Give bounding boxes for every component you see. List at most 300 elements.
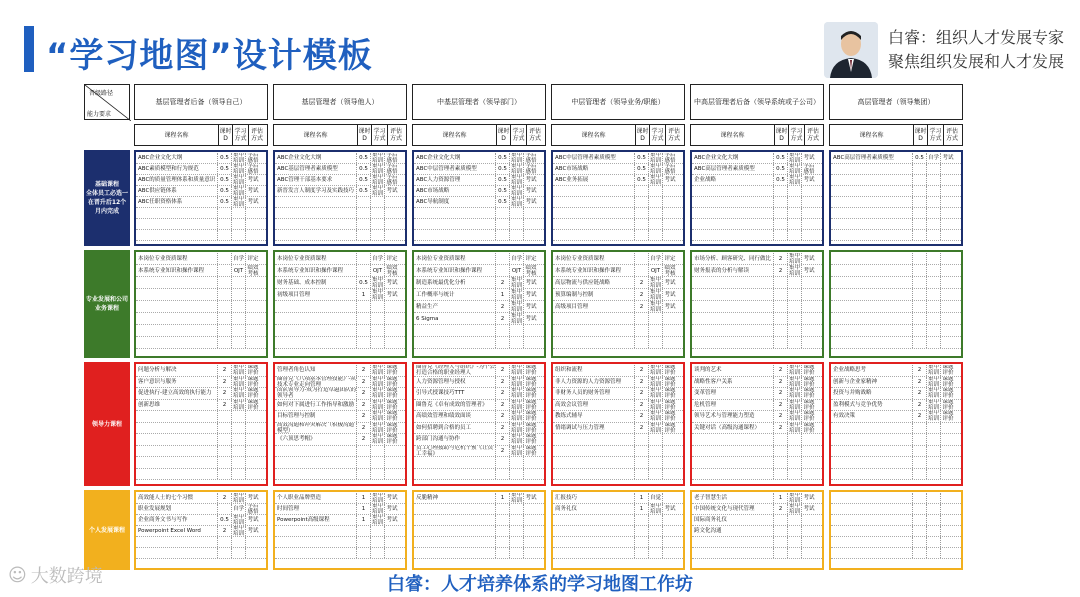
- evaluation-mode: [663, 446, 677, 457]
- table-row: [553, 197, 683, 208]
- evaluation-mode: 考试: [247, 495, 259, 501]
- table-row: [553, 265, 683, 277]
- table-row: [692, 175, 822, 186]
- table-row: [692, 411, 822, 423]
- course-hours: [913, 434, 927, 445]
- table-row: [414, 504, 544, 515]
- learning-mode: 集中培训: [788, 388, 800, 399]
- learning-mode: [649, 186, 663, 196]
- watermark: [8, 562, 103, 588]
- watermark-text: 大数跨境: [30, 566, 103, 587]
- table-row: [553, 469, 683, 481]
- learning-mode: [510, 337, 524, 348]
- course-name: [136, 548, 218, 558]
- evaluation-mode: [385, 446, 399, 457]
- course-name: 企业战略: [692, 175, 774, 185]
- course-name: [136, 457, 218, 468]
- evaluation-mode: [941, 313, 955, 324]
- evaluation-mode: [524, 337, 538, 348]
- course-name: [275, 208, 357, 218]
- evaluation-mode: 考试: [247, 188, 259, 194]
- course-name: [692, 208, 774, 218]
- learning-mode: [788, 526, 802, 536]
- table-row: [692, 230, 822, 241]
- course-name: 高效沟通和冲突解决（积极沟通模型）: [275, 423, 357, 434]
- learning-mode: 集中培训: [232, 399, 244, 410]
- course-column-1: [134, 250, 268, 358]
- learning-mode: [371, 446, 385, 457]
- table-row: [831, 388, 961, 400]
- table-row: [553, 377, 683, 389]
- course-name: [553, 313, 635, 324]
- learning-mode: [927, 446, 941, 457]
- course-hours: [218, 230, 232, 240]
- learning-mode: [927, 469, 941, 480]
- evaluation-mode: [941, 253, 955, 264]
- course-name: 危机管理: [692, 400, 774, 411]
- course-name: [692, 277, 774, 288]
- evaluation-mode: [524, 457, 538, 468]
- evaluation-mode: [941, 289, 955, 300]
- learning-mode: 集中培训: [371, 289, 383, 300]
- learning-mode: 集中培训: [788, 411, 800, 422]
- table-row: [553, 277, 683, 289]
- table-row: [831, 457, 961, 469]
- course-hours: [357, 219, 371, 229]
- course-name: [414, 469, 496, 480]
- table-row: [831, 446, 961, 458]
- table-row: [831, 175, 961, 186]
- learning-mode: 集中培训: [788, 164, 800, 174]
- evaluation-mode: 课题评价: [386, 388, 398, 399]
- evaluation-mode: 课题评价: [525, 434, 537, 445]
- course-hours: 2: [635, 388, 649, 399]
- section-label: 个人发展课程: [84, 490, 130, 570]
- learning-mode: [927, 253, 941, 264]
- course-name: [692, 537, 774, 547]
- table-row: [136, 493, 266, 504]
- subheader-name: 课程名称: [413, 125, 497, 145]
- table-row: [414, 493, 544, 504]
- table-row: [136, 423, 266, 435]
- course-name: [136, 446, 218, 457]
- table-row: [692, 313, 822, 325]
- evaluation-mode: [663, 337, 677, 348]
- evaluation-mode: 课题评价: [386, 411, 398, 422]
- course-name: ABC基层管理者素质模型: [275, 164, 357, 174]
- table-row: [831, 164, 961, 175]
- course-name: ABC企业文化大纲: [692, 153, 774, 163]
- course-name: 战略性客户关系: [692, 377, 774, 388]
- table-row: [275, 253, 405, 265]
- evaluation-mode: [663, 515, 677, 525]
- learning-mode: 集中培训: [510, 434, 522, 445]
- course-hours: 2: [496, 446, 510, 457]
- learning-mode: 集中培训: [232, 164, 244, 174]
- learning-mode: [649, 446, 663, 457]
- course-hours: [913, 548, 927, 558]
- evaluation-mode: 学后感悟: [386, 175, 398, 185]
- course-hours: 2: [357, 365, 371, 376]
- evaluation-mode: 评定: [664, 255, 676, 262]
- table-row: [414, 548, 544, 559]
- table-row: [553, 313, 683, 325]
- course-hours: 2: [218, 493, 232, 503]
- table-row: [136, 515, 266, 526]
- subheader-name: 课程名称: [135, 125, 219, 145]
- evaluation-mode: 考试: [525, 177, 537, 183]
- evaluation-mode: [663, 537, 677, 547]
- table-row: [275, 197, 405, 208]
- course-hours: 2: [496, 365, 510, 376]
- course-name: [831, 515, 913, 525]
- course-name: 管理者角色认知: [275, 365, 357, 376]
- evaluation-mode: [385, 313, 399, 324]
- learning-mode: [927, 434, 941, 445]
- column-subheader-3: [412, 124, 546, 146]
- course-hours: [913, 526, 927, 536]
- evaluation-mode: [802, 337, 816, 348]
- course-name: [692, 230, 774, 240]
- learning-mode: [788, 289, 802, 300]
- table-row: [414, 423, 544, 435]
- course-name: [831, 537, 913, 547]
- course-column-2: [273, 150, 407, 246]
- course-name: [831, 164, 913, 174]
- course-name: [831, 469, 913, 480]
- course-name: [692, 446, 774, 457]
- learning-mode: 自学: [649, 253, 663, 264]
- evaluation-mode: 考试: [664, 506, 676, 512]
- table-row: [275, 423, 405, 435]
- evaluation-mode: [941, 526, 955, 536]
- evaluation-mode: [802, 325, 816, 336]
- learning-mode: [788, 337, 802, 348]
- learning-mode: [232, 313, 246, 324]
- course-hours: [496, 219, 510, 229]
- table-row: [414, 537, 544, 548]
- evaluation-mode: [802, 548, 816, 558]
- learning-mode: [649, 313, 663, 324]
- evaluation-mode: 考试: [525, 188, 537, 194]
- course-name: [692, 219, 774, 229]
- course-name: 非财务人员的财务管理: [553, 388, 635, 399]
- evaluation-mode: 绩效考核: [386, 265, 398, 276]
- course-hours: [496, 230, 510, 240]
- course-name: [831, 175, 913, 185]
- table-row: [553, 289, 683, 301]
- course-hours: 1: [357, 289, 371, 300]
- evaluation-mode: [941, 446, 955, 457]
- course-hours: [774, 289, 788, 300]
- course-name: [414, 537, 496, 547]
- course-hours: 2: [496, 411, 510, 422]
- table-row: [414, 434, 544, 446]
- learning-mode: [232, 289, 246, 300]
- course-hours: [635, 325, 649, 336]
- course-name: 员工心理援助与危机干预《让员工幸福》: [414, 446, 496, 457]
- evaluation-mode: 课题评价: [664, 376, 676, 387]
- evaluation-mode: [663, 526, 677, 536]
- learning-mode: [232, 423, 246, 434]
- evaluation-mode: [941, 219, 955, 229]
- course-hours: [913, 265, 927, 276]
- course-name: [275, 337, 357, 348]
- course-hours: [218, 289, 232, 300]
- corner-bottom-label: 能力要求: [87, 111, 112, 118]
- learning-mode: 集中培训: [510, 493, 522, 503]
- course-name: 汇报技巧: [553, 493, 635, 503]
- evaluation-mode: [385, 219, 399, 229]
- course-column-4: [551, 150, 685, 246]
- learning-mode: 集中培训: [649, 422, 661, 433]
- learning-mode: OJT: [371, 265, 385, 276]
- course-name: 时间管理: [275, 504, 357, 514]
- course-hours: [357, 313, 371, 324]
- learning-mode: 集中培训: [510, 376, 522, 387]
- subheader-name: 课程名称: [552, 125, 636, 145]
- learning-mode: [927, 208, 941, 218]
- course-hours: [913, 504, 927, 514]
- course-hours: 1: [357, 504, 371, 514]
- learning-mode: [371, 230, 385, 240]
- evaluation-mode: [663, 434, 677, 445]
- learning-mode: 集中培训: [927, 411, 939, 422]
- learning-mode: [927, 277, 941, 288]
- course-hours: [218, 337, 232, 348]
- course-hours: [913, 423, 927, 434]
- course-column-3: [412, 250, 546, 358]
- table-row: [414, 457, 544, 469]
- learning-mode: 集中培训: [510, 422, 522, 433]
- course-name: [553, 186, 635, 196]
- course-name: 情绪调试与压力管理: [553, 423, 635, 434]
- course-column-2: [273, 250, 407, 358]
- course-hours: [218, 325, 232, 336]
- learning-mode: [510, 457, 524, 468]
- learning-mode: [232, 537, 246, 547]
- course-name: [831, 434, 913, 445]
- subheader-hours: 课时D: [358, 125, 372, 145]
- evaluation-mode: 学后感悟: [803, 164, 815, 174]
- course-name: [692, 313, 774, 324]
- table-row: [831, 153, 961, 164]
- table-row: [831, 289, 961, 301]
- table-row: [831, 230, 961, 241]
- evaluation-mode: 考试: [247, 517, 259, 523]
- evaluation-mode: [802, 537, 816, 547]
- table-row: [414, 175, 544, 186]
- table-row: [275, 219, 405, 230]
- course-hours: 0.5: [218, 515, 232, 525]
- table-row: [275, 313, 405, 325]
- course-name: [136, 277, 218, 288]
- course-hours: 2: [774, 400, 788, 411]
- table-row: [692, 377, 822, 389]
- evaluation-mode: [385, 469, 399, 480]
- table-row: [136, 469, 266, 481]
- evaluation-mode: [524, 526, 538, 536]
- course-hours: 2: [774, 265, 788, 276]
- evaluation-mode: [802, 446, 816, 457]
- learning-mode: [649, 526, 663, 536]
- course-name: [414, 504, 496, 514]
- course-hours: 2: [357, 411, 371, 422]
- course-name: ABC的质量管理体系和质量意识: [136, 175, 218, 185]
- course-name: ABC供应链体系: [136, 186, 218, 196]
- course-hours: 2: [635, 400, 649, 411]
- evaluation-mode: [246, 446, 260, 457]
- evaluation-mode: 课题评价: [525, 388, 537, 399]
- course-name: ABC企业文化大纲: [414, 153, 496, 163]
- evaluation-mode: [802, 434, 816, 445]
- evaluation-mode: 评定: [386, 255, 398, 262]
- evaluation-mode: [524, 504, 538, 514]
- course-hours: 2: [357, 377, 371, 388]
- course-hours: [774, 197, 788, 207]
- learning-mode: [788, 469, 802, 480]
- learning-mode: 集中培训: [510, 153, 522, 163]
- table-row: [692, 457, 822, 469]
- course-hours: [913, 164, 927, 174]
- subheader-hours: 课时D: [497, 125, 511, 145]
- table-row: [136, 434, 266, 446]
- course-name: [831, 277, 913, 288]
- course-hours: [635, 515, 649, 525]
- course-hours: [913, 230, 927, 240]
- course-name: [275, 537, 357, 547]
- evaluation-mode: [941, 175, 955, 185]
- learning-mode: [649, 548, 663, 558]
- section-label: 专业发展和公司业务课程: [84, 250, 130, 358]
- evaluation-mode: [246, 289, 260, 300]
- course-hours: 2: [218, 365, 232, 376]
- learning-mode: [788, 446, 802, 457]
- course-hours: [774, 219, 788, 229]
- evaluation-mode: 考试: [664, 177, 676, 183]
- evaluation-mode: 考试: [803, 495, 815, 501]
- course-name: [553, 526, 635, 536]
- learning-mode: [927, 230, 941, 240]
- table-row: [136, 526, 266, 537]
- course-hours: 2: [913, 400, 927, 411]
- course-hours: 2: [635, 423, 649, 434]
- course-name: [136, 289, 218, 300]
- evaluation-mode: 课题评价: [803, 376, 815, 387]
- course-name: 如何对下属进行工作指导和激励: [275, 400, 357, 411]
- evaluation-mode: 课题评价: [525, 365, 537, 376]
- evaluation-mode: 绩效考核: [247, 265, 259, 276]
- learning-mode: 集中培训: [649, 388, 661, 399]
- course-column-4: [551, 490, 685, 570]
- table-row: [692, 515, 822, 526]
- learning-mode: [927, 504, 941, 514]
- evaluation-mode: 考试: [525, 291, 537, 298]
- learning-mode: [232, 219, 246, 229]
- table-row: [275, 175, 405, 186]
- course-hours: 2: [496, 377, 510, 388]
- learning-mode: [510, 537, 524, 547]
- subheader-hours: 课时D: [914, 125, 928, 145]
- course-hours: [357, 265, 371, 276]
- table-row: [553, 434, 683, 446]
- course-name: [692, 325, 774, 336]
- table-row: [136, 325, 266, 337]
- table-row: [136, 411, 266, 423]
- subheader-hours: 课时D: [219, 125, 233, 145]
- course-hours: 1: [496, 493, 510, 503]
- course-hours: [635, 253, 649, 264]
- learning-mode: [927, 289, 941, 300]
- table-row: [275, 548, 405, 559]
- learning-mode: 集中培训: [649, 399, 661, 410]
- subheader-name: 课程名称: [691, 125, 775, 145]
- table-row: [831, 377, 961, 389]
- course-name: ABC市场战略: [553, 164, 635, 174]
- evaluation-mode: 考试: [942, 155, 954, 161]
- evaluation-mode: [385, 230, 399, 240]
- course-name: [275, 301, 357, 312]
- evaluation-mode: [941, 423, 955, 434]
- course-hours: 2: [357, 400, 371, 411]
- table-row: [692, 301, 822, 313]
- evaluation-mode: [246, 537, 260, 547]
- evaluation-mode: [385, 337, 399, 348]
- course-name: 本系统专业知识和操作课程: [553, 265, 635, 276]
- table-row: [136, 313, 266, 325]
- learning-mode: [510, 515, 524, 525]
- course-name: [692, 457, 774, 468]
- course-hours: [774, 457, 788, 468]
- learning-mode: [232, 337, 246, 348]
- learning-mode: [649, 457, 663, 468]
- learning-mode: [371, 337, 385, 348]
- course-hours: 2: [635, 289, 649, 300]
- course-hours: [913, 208, 927, 218]
- course-name: [136, 434, 218, 445]
- course-name: ABC任职资格体系: [136, 197, 218, 207]
- learning-mode: 自觉: [649, 495, 661, 501]
- course-name: [831, 548, 913, 558]
- learning-mode: 集中培训: [649, 175, 661, 185]
- course-column-4: [551, 250, 685, 358]
- course-hours: [913, 469, 927, 480]
- learning-mode: 集中培训: [788, 399, 800, 410]
- table-row: [831, 219, 961, 230]
- table-row: [275, 265, 405, 277]
- course-hours: [357, 469, 371, 480]
- course-hours: 2: [218, 377, 232, 388]
- table-row: [831, 515, 961, 526]
- learning-mode: 集中培训: [371, 493, 383, 503]
- learning-mode: 集中培训: [510, 277, 522, 288]
- evaluation-mode: [941, 277, 955, 288]
- learning-mode: [232, 446, 246, 457]
- table-row: [136, 253, 266, 265]
- table-row: [136, 446, 266, 458]
- learning-mode: 集中培训: [510, 313, 522, 324]
- column-subheader-1: [134, 124, 268, 146]
- evaluation-mode: 课题评价: [664, 365, 676, 376]
- course-name: Powerpoint高级课程: [275, 515, 357, 525]
- learning-mode: [927, 526, 941, 536]
- evaluation-mode: 课题评价: [803, 399, 815, 410]
- course-name: [831, 301, 913, 312]
- learning-mode: 集中培训: [232, 186, 244, 196]
- learning-mode: [510, 208, 524, 218]
- evaluation-mode: [802, 277, 816, 288]
- corner-top-label: 晋级路径: [89, 90, 114, 97]
